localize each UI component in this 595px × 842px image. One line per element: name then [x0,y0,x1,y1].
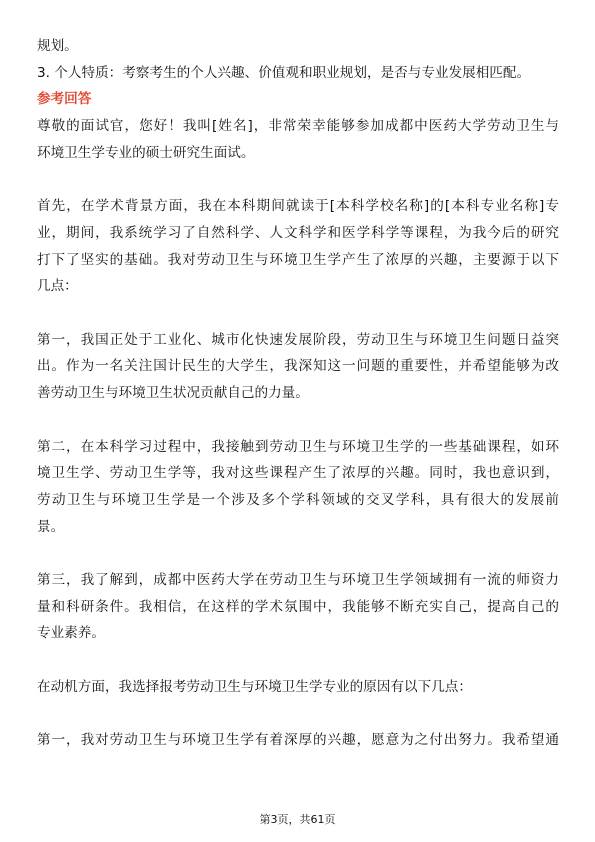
text-line: 打下了坚实的基础。我对劳动卫生与环境卫生学产生了浓厚的兴趣，主要源于以下 [37,251,559,268]
page-number-footer: 第3页，共61页 [259,813,336,826]
text-line: 在动机方面，我选择报考劳动卫生与环境卫生学专业的原因有以下几点： [37,678,472,695]
text-line: 专业素养。 [37,625,105,642]
text-line: 几点： [37,278,78,295]
answer-heading: 参考回答 [37,91,92,108]
text-line: 尊敬的面试官，您好！我叫[姓名]，非常荣幸能够参加成都中医药大学劳动卫生与 [37,118,559,135]
text-line: 第三，我了解到，成都中医药大学在劳动卫生与环境卫生学领域拥有一流的师资力 [37,572,559,588]
text-line: 第一，我国正处于工业化、城市化快速发展阶段，劳动卫生与环境卫生问题日益突 [37,331,559,348]
text-line: 规划。 [37,38,78,54]
text-line: 量和科研条件。我相信，在这样的学术氛围中，我能够不断充实自己，提高自己的 [37,598,559,615]
paragraph-gap [37,167,559,194]
text-line: 首先，在学术背景方面，我在本科期间就读于[本科学校名称]的[本科专业名称]专 [37,198,559,215]
paragraph-gap [37,701,559,728]
paragraph-gap [37,647,559,674]
text-line: 第二，在本科学习过程中，我接触到劳动卫生与环境卫生学的一些基础课程，如环 [37,438,559,455]
text-line: 景。 [37,518,65,535]
paragraph-gap [37,540,559,567]
text-line: 业，期间，我系统学习了自然科学、人文科学和医学科学等课程，为我今后的研究 [37,224,559,241]
text-line: 善劳动卫生与环境卫生状况贡献自己的力量。 [37,385,309,402]
text-line: 3. 个人特质：考察考生的个人兴趣、价值观和职业规划，是否与专业发展相匹配。 [37,64,531,81]
text-line: 第一，我对劳动卫生与环境卫生学有着深厚的兴趣，愿意为之付出努力。我希望通 [37,732,559,749]
paragraph-gap [37,300,559,327]
text-line: 环境卫生学专业的硕士研究生面试。 [37,144,255,161]
text-line: 境卫生学、劳动卫生学等，我对这些课程产生了浓厚的兴趣。同时，我也意识到， [37,465,559,482]
text-line: 劳动卫生与环境卫生学是一个涉及多个学科领域的交叉学科，具有很大的发展前 [37,491,559,508]
text-line: 出。作为一名关注国计民生的大学生，我深知这一问题的重要性，并希望能够为改 [37,358,559,375]
page-content [37,33,559,754]
paragraph-gap [37,407,559,434]
